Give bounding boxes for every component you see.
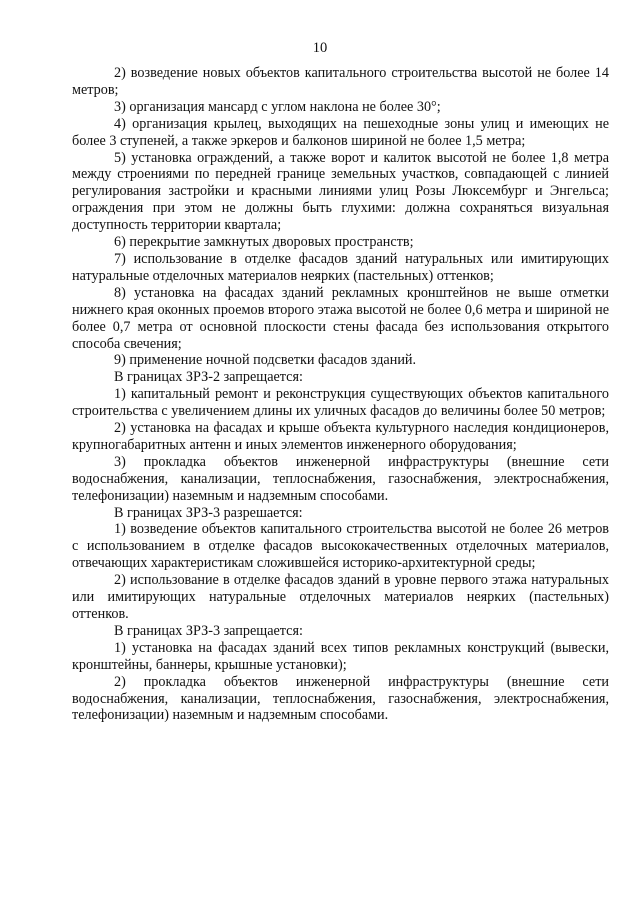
paragraph: 1) установка на фасадах зданий всех типов рекламных конструкций (вывески, кронштейны, баннеры, крышные установки); xyxy=(72,639,609,673)
section-heading: В границах ЗРЗ-2 запрещается: xyxy=(114,369,303,386)
paragraph: 7) использование в отделке фасадов зданий натуральных или имитирующих натуральные отделочных материалов неярких (пастельных) оттенков; xyxy=(72,250,609,284)
document-body xyxy=(72,65,609,724)
paragraph: 3) прокладка объектов инженерной инфраструктуры (внешние сети водоснабжения, канализации, теплоснабжения, газоснабжения, электроснабжения, телефонизации) наземным и надземным способами. xyxy=(72,453,609,504)
page-number: 10 xyxy=(312,40,328,56)
paragraph: 1) капитальный ремонт и реконструкция существующих объектов капитального строительства с увеличением длины их уличных фасадов до величины более 50 метров; xyxy=(72,386,609,420)
paragraph: 4) организация крылец, выходящих на пешеходные зоны улиц и имеющих не более 3 ступеней, а также эркеров и балконов шириной не более 1,5 метра; xyxy=(72,115,609,149)
paragraph: 6) перекрытие замкнутых дворовых пространств; xyxy=(114,234,414,251)
paragraph: 3) организация мансард с углом наклона не более 30°; xyxy=(114,98,441,115)
section-heading: В границах ЗРЗ-3 запрещается: xyxy=(114,622,303,639)
paragraph: 9) применение ночной подсветки фасадов зданий. xyxy=(114,352,417,369)
paragraph: 1) возведение объектов капитального строительства высотой не более 26 метров с использованием в отделке фасадов высококачественных отделочных материалов, отвечающих характеристикам сложившейся историко-архитектурной среды; xyxy=(72,521,609,572)
paragraph: 2) установка на фасадах и крыше объекта культурного наследия кондиционеров, крупногабаритных антенн и иных элементов инженерного оборудования; xyxy=(72,420,609,453)
paragraph: 8) установка на фасадах зданий рекламных кронштейнов не выше отметки нижнего края оконных проемов второго этажа высотой не более 0,6 метра и шириной не более 0,7 метра от основной плоскости стены фасада без использования открытого способа свечения; xyxy=(72,284,609,352)
paragraph: 2) возведение новых объектов капитального строительства высотой не более 14 метров; xyxy=(72,65,609,98)
section-heading: В границах ЗРЗ-3 разрешается: xyxy=(114,504,303,521)
paragraph: 5) установка ограждений, а также ворот и калиток высотой не более 1,8 метра между строениями по передней границе земельных участков, совпадающей с линией регулирования застройки и красными линиями улиц Розы Люксембург и Энгельса; ограждения при этом не должны быть глухими: должна сохраняться визуальная доступность территории квартала; xyxy=(72,149,609,234)
paragraph: 2) прокладка объектов инженерной инфраструктуры (внешние сети водоснабжения, канализации, теплоснабжения, газоснабжения, электроснабжения, телефонизации) наземным и надземным способами. xyxy=(72,673,609,724)
paragraph: 2) использование в отделке фасадов зданий в уровне первого этажа натуральных или имитирующих натуральные отделочных материалов неярких (пастельных) оттенков. xyxy=(72,572,609,622)
